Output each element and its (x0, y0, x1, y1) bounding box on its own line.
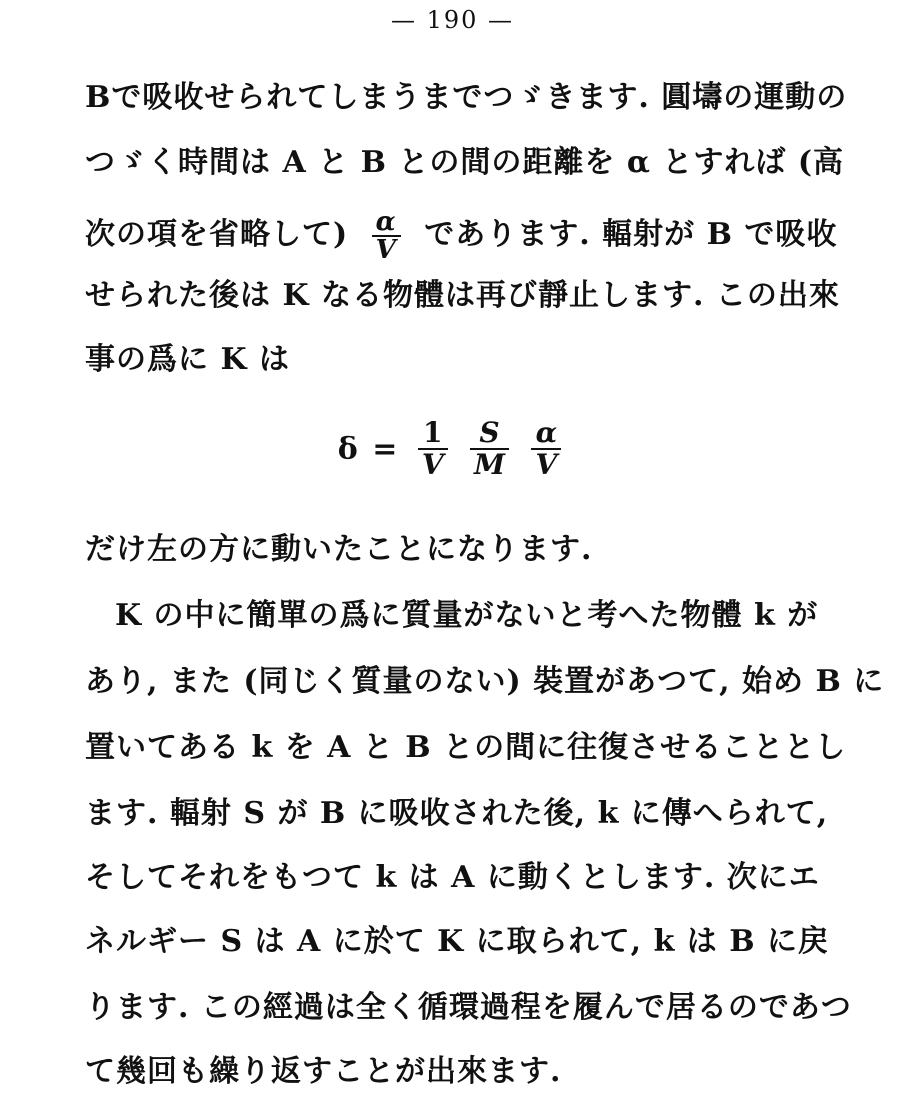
fraction-s-over-m (470, 418, 509, 480)
equation-lhs: δ (337, 431, 358, 467)
inline-fraction (372, 209, 401, 263)
text-segment: 次の項を省略して) (85, 217, 349, 252)
fraction-numerator: 1 (418, 418, 448, 450)
fraction-denominator: V (375, 235, 397, 265)
fraction-alpha-over-v (531, 418, 561, 480)
text-line: ります. この經過は全く循環過程を履んで居るのであつ (85, 990, 852, 1025)
fraction-numerator: S (470, 418, 509, 450)
text-line: 事の爲に K は (85, 342, 290, 377)
fraction-one-over-v (418, 418, 448, 480)
text-line: ネルギー S は A に於て K に取られて, k は B に戻 (85, 924, 830, 959)
fraction-numerator: α (372, 209, 401, 237)
text-line: ます. 輻射 S が B に吸收された後, k に傳へられて, (85, 796, 829, 831)
page-number: — 190 — (390, 6, 515, 34)
text-line: あり, また (同じく質量のない) 裝置があつて, 始め B に (85, 664, 885, 699)
text-line: つゞく時間は A と B との間の距離を α とすれば (高 (85, 145, 845, 180)
fraction-denominator: V (421, 448, 444, 481)
text-line: せられた後は K なる物體は再び靜止します. この出來 (85, 278, 840, 313)
text-line: K の中に簡單の爲に質量がないと考へた物體 k が (115, 598, 819, 633)
text-line: 置いてある k を A と B との間に往復させることとし (85, 730, 847, 765)
text-line-with-fraction (85, 207, 838, 265)
display-equation (0, 418, 905, 480)
text-line: て幾回も繰り返すことが出來ます. (85, 1054, 562, 1089)
text-segment: であります. 輻射が B で吸收 (424, 217, 838, 252)
fraction-denominator: V (535, 448, 558, 481)
fraction-denominator: M (474, 448, 506, 481)
text-line: Bで吸收せられてしまうまでつゞきます. 圓壔の運動の (85, 80, 848, 115)
fraction-numerator: α (531, 418, 561, 450)
text-line: だけ左の方に動いたことになります. (85, 532, 593, 567)
equals-sign: = (372, 431, 398, 467)
text-line: そしてそれをもつて k は A に動くとします. 次にエ (85, 860, 820, 895)
